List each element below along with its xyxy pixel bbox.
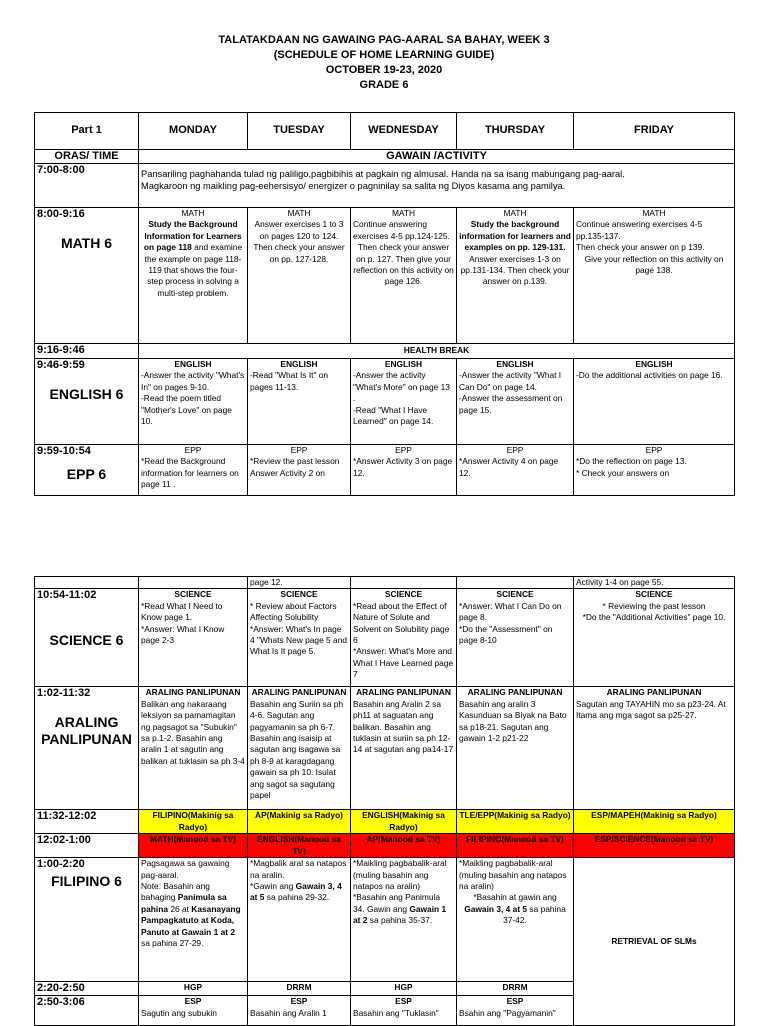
ap-thursday (457, 687, 574, 810)
science-monday (139, 589, 248, 687)
time-cell: 9:16-9:46 (35, 344, 139, 359)
time-cell: 1:02-11:32 (37, 687, 91, 700)
row-7am (35, 164, 735, 208)
instruction: *Read the Background information for learners on page 11 . (141, 456, 239, 490)
row-science (35, 589, 735, 687)
ap-wednesday (351, 687, 457, 810)
science-time-cell (35, 589, 139, 687)
instruction: Answer Activity 2 on (250, 467, 325, 478)
instruction: and examine the example on page 118-119 that shows the four-step process in solving a multi-step problem. (144, 242, 243, 298)
empty-cell (457, 577, 574, 589)
row-araling-panlipunan (35, 687, 735, 810)
science-tuesday (248, 589, 351, 687)
bold-instruction: Gawain 3, 4 at 5 (250, 881, 342, 903)
science-wednesday (351, 589, 457, 687)
subject-heading: ARALING PANLIPUNAN (145, 687, 241, 698)
time-cell: 2:50-3:06 (35, 996, 139, 1026)
time-cell: 9:59-10:54 (37, 445, 91, 457)
instruction: -Read "What Is It" on pages 11-13. (250, 370, 329, 392)
subject-label: SCIENCE 6 (49, 632, 124, 649)
tv-monday: MATH(Manood sa TV) (139, 834, 248, 858)
subject-heading: ENGLISH (174, 359, 212, 369)
header-subtitle: (SCHEDULE OF HOME LEARNING GUIDE) (273, 49, 495, 61)
esp-tuesday (248, 996, 351, 1026)
science-thursday (457, 589, 574, 687)
tv-friday: ESP/SCIENCE(Manood sa TV) (574, 834, 735, 858)
instruction: *Gawin ang (250, 881, 294, 892)
time-cell: 10:54-11:02 (37, 589, 97, 602)
ap-friday (574, 687, 735, 810)
instruction: Bsahin ang "Pagyamanin" (459, 1007, 556, 1018)
subject-heading: EPP (290, 445, 308, 455)
ap-tuesday (248, 687, 351, 810)
time-cell: 7:00-8:00 (35, 164, 139, 208)
row-radyo (35, 810, 735, 834)
instruction: Basahin ang Aralin 1 (250, 1007, 327, 1018)
time-activity-row (35, 150, 735, 164)
epp-friday-cont: Activity 1-4 on page 55. (574, 577, 735, 589)
tv-wednesday: AP(Manood sa TV) (351, 834, 457, 858)
subject-label-2: PANLIPUNAN (41, 731, 132, 748)
empty-cell (351, 577, 457, 589)
instruction: *Answer: What I Can Do on page 8. (459, 600, 562, 623)
drrm-thursday: DRRM (457, 982, 574, 996)
subject-label: FILIPINO 6 (51, 873, 122, 890)
bold-instruction: Study the Background Information for Learners on page 118 (143, 219, 242, 253)
bold-instruction: Gawain 1 at 2 (353, 903, 447, 926)
row-english (35, 359, 735, 445)
english-wednesday (351, 359, 457, 445)
subject-heading: MATH (503, 208, 527, 218)
hgp-wednesday: HGP (351, 982, 457, 996)
english-monday (139, 359, 248, 445)
instruction: Basahin ang "Tuklasin" (353, 1007, 439, 1018)
subject-heading: ARALING PANLIPUNAN (251, 687, 347, 698)
instruction: Then check your answer on p 139. (576, 242, 705, 253)
instruction: Basahin ang Aralin 2 sa ph11 at saguatan ang balikan. Basahin ang tuklasin at suriin sa ph 12-14 at sagutan ang pa14-17 (353, 698, 454, 755)
ap-monday (139, 687, 248, 810)
instruction: sa pahina 37-42. (503, 903, 566, 926)
instruction: -Answer the activity "What I Can Do" on page 14. (459, 370, 562, 392)
bold-instruction: Panimula sa pahina (141, 892, 227, 914)
instruction: Pagsagawa sa gawaing pag-aaral. (141, 858, 230, 880)
subject-heading: EPP (184, 445, 202, 455)
morning-routine-cell (139, 164, 735, 208)
subject-heading: MATH (391, 208, 416, 218)
instruction: -Do the additional activities on page 16. (576, 370, 723, 381)
time-cell: 9:46-9:59 (37, 359, 85, 371)
english-friday (574, 359, 735, 445)
empty-cell (35, 577, 139, 589)
esp-wednesday (351, 996, 457, 1026)
math-friday (574, 208, 735, 344)
epp-tuesday (248, 445, 351, 496)
subject-heading: EPP (506, 445, 524, 455)
instruction: Then check your answer on p. 127. Then give your reflection on this activity on page 126. (353, 242, 454, 287)
instruction: *Answer Activity 3 on page 12. (353, 456, 453, 478)
instruction: *Magbalik aral sa natapos na aralin. (250, 858, 347, 880)
instruction: Continue answering exercises 4-5 pp.135-137. (576, 219, 703, 241)
radyo-friday: ESP/MAPEH(Makinig sa Radyo) (574, 810, 735, 834)
continuation-row (35, 577, 735, 589)
instruction: -Read "What I Have Learned" on page 14. (353, 404, 434, 427)
subject-heading: MATH (181, 208, 205, 218)
filipino-time-cell (35, 858, 139, 982)
instruction: *Answer: What's More and What I Have Learned page 7 (353, 646, 454, 680)
math-thursday (457, 208, 574, 344)
radyo-thursday: TLE/EPP(Makinig sa Radyo) (457, 810, 574, 834)
english-tuesday (248, 359, 351, 445)
subject-label: ENGLISH 6 (49, 386, 124, 402)
subject-heading: ENGLISH (280, 359, 318, 369)
subject-label: ARALING (54, 714, 119, 731)
math-time-cell (35, 208, 139, 344)
instruction: -Answer the assessment on page 15. (459, 393, 563, 415)
instruction: 26 at (170, 903, 189, 914)
subject-heading: ARALING PANLIPUNAN (356, 687, 451, 698)
time-cell: 8:00-9:16 (37, 208, 85, 220)
time-label: ORAS/ TIME (35, 150, 139, 164)
instruction: *Answer Activity 4 on page 12. (459, 456, 559, 478)
instruction: * Reviewing the past lesson (602, 600, 706, 611)
instruction: Basahin ang Suriin sa ph 4-6. Sagutan ang pagyamanin sa ph 6-7. Basahin ang isaisip at sagutan ang isagawa sa ph 8-9 at karagdagang gawain sa ph 10. Isulat ang sagot sa sagutang papel (250, 698, 344, 801)
subject-heading: ENGLISH (496, 359, 534, 369)
row-filipino (35, 858, 735, 982)
instruction: Answer exercises 1 to 3 on pages 120 to 124. Then check your answer on pp. 127-128. (253, 219, 345, 264)
radyo-wednesday: ENGLISH(Makinig sa Radyo) (351, 810, 457, 834)
instruction: *Read What I Need to Know page 1. (141, 600, 223, 623)
instruction: *Answer: What's In page 4 "Whats New page 5 and What Is It page 5. (250, 623, 348, 657)
subject-heading: MATH (642, 208, 666, 218)
instruction: *Basahin at gawin ang (473, 892, 557, 903)
math-tuesday (248, 208, 351, 344)
day-header-row (35, 113, 735, 150)
hgp-monday: HGP (139, 982, 248, 996)
row-epp (35, 445, 735, 496)
time-cell: 12:02-1:00 (35, 834, 139, 858)
document-header (0, 33, 768, 93)
epp-time-cell (35, 445, 139, 496)
subject-heading: ENGLISH (384, 359, 423, 369)
epp-wednesday (351, 445, 457, 496)
instruction: sa pahina 35-37. (369, 915, 433, 926)
subject-label: MATH 6 (60, 235, 113, 251)
row-health-break (35, 344, 735, 359)
retrieval-of-slms: RETRIEVAL OF SLMs (574, 858, 735, 1026)
header-title: TALATAKDAAN NG GAWAING PAG-AARAL SA BAHAY, WEEK 3 (218, 34, 550, 46)
subject-heading: ESP (184, 996, 202, 1007)
instruction: *Basahin ang Panimula 34. Gawin ang (353, 892, 441, 914)
filipino-monday (139, 858, 248, 982)
subject-heading: ESP (290, 996, 308, 1007)
english-thursday (457, 359, 574, 445)
day-wednesday: WEDNESDAY (351, 113, 457, 150)
math-monday (139, 208, 248, 344)
day-tuesday: TUESDAY (248, 113, 351, 150)
epp-monday (139, 445, 248, 496)
epp-friday (574, 445, 735, 496)
empty-cell (139, 577, 248, 589)
instruction: sa pahina 27-29. (141, 938, 204, 949)
subject-heading: ENGLISH (635, 359, 673, 369)
subject-heading: MATH (287, 208, 311, 218)
instruction: Continue answering exercises 4-5 pp.124-125. (353, 219, 450, 241)
subject-label: EPP 6 (66, 466, 107, 482)
day-thursday: THURSDAY (457, 113, 574, 150)
instruction: Balikan ang nakaraang leksiyon sa pamamagitan ng pagsagot sa "Subukin" sa p.1-2. Basahin ang aralin 1 at sagutin ang balikan at tuklasin sa ph 3-4 (141, 698, 245, 766)
instruction: Basahin ang aralin 3 Kasunduan sa Biyak na Bato sa p18-21. Sagutan ang gawain 1-2 p21-22 (459, 698, 567, 744)
instruction: *Do the reflection on page 13. (576, 456, 687, 467)
day-friday: FRIDAY (574, 113, 735, 150)
tv-thursday: FILIPINO(Manood sa TV) (457, 834, 574, 858)
instruction: *Read about the Effect of Nature of Solute and Solvent on Solubility page 6 (353, 600, 450, 646)
subject-heading: SCIENCE (384, 589, 423, 600)
instruction: sa pahina 29-32. (266, 892, 330, 903)
instruction: *Maikling pagbabalik-aral (muling basahin ang natapos na aralin) (353, 858, 447, 892)
instruction: Sagutan ang TAYAHIN mo sa p23-24. At Itama ang mga sagot sa p25-27. (576, 698, 726, 721)
instruction: * Review about Factors Affecting Solubility (250, 600, 337, 623)
instruction: Answer exercises 1-3 on pp.131-134. Then check your answer on p.139. (460, 253, 570, 287)
morning-exercise-text: Magkaroon ng maikling pag-eehersisyo/ energizer o pagninilay sa salita ng Diyos kasama ang pamilya. (141, 181, 566, 191)
health-break-label: HEALTH BREAK (139, 344, 735, 359)
drrm-tuesday: DRRM (248, 982, 351, 996)
activity-label: GAWAIN /ACTIVITY (139, 150, 735, 164)
row-tv (35, 834, 735, 858)
epp-thursday (457, 445, 574, 496)
subject-heading: SCIENCE (280, 589, 318, 600)
instruction: * Check your answers on (576, 467, 670, 478)
subject-heading: SCIENCE (174, 589, 212, 600)
filipino-tuesday (248, 858, 351, 982)
instruction: -Read the poem titled "Mother's Love" on page 10. (141, 393, 232, 427)
esp-thursday (457, 996, 574, 1026)
schedule-table-page2 (34, 576, 735, 1026)
header-date: OCTOBER 19-23, 2020 (325, 64, 443, 76)
time-cell: 11:32-12:02 (35, 810, 139, 834)
bold-instruction: Study the background information for learners and examples on pp. 129-131. (459, 219, 571, 253)
ap-time-cell (35, 687, 139, 810)
instruction: *Review the past lesson (250, 456, 340, 467)
time-cell: 1:00-2:20 (37, 858, 85, 871)
subject-heading: SCIENCE (496, 589, 534, 600)
header-grade: GRADE 6 (359, 79, 409, 91)
english-time-cell (35, 359, 139, 445)
subject-heading: SCIENCE (635, 589, 673, 600)
epp-tuesday-cont: page 12. (248, 577, 351, 589)
instruction: -Answer the activity "What's More" on page 13 . (353, 370, 450, 404)
schedule-table-page1 (34, 112, 735, 496)
day-monday: MONDAY (139, 113, 248, 150)
instruction: *Answer: What I Know page 2-3 (141, 623, 225, 646)
subject-heading: ESP (395, 996, 412, 1007)
part-label: Part 1 (35, 113, 139, 150)
instruction: -Answer the activity "What's In" on pages 9-10. (141, 370, 245, 392)
bold-instruction: Gawain 3, 4 at 5 (464, 903, 528, 914)
esp-monday (139, 996, 248, 1026)
tv-tuesday: ENGLISH(Manood sa TV) (248, 834, 351, 858)
radyo-tuesday: AP(Makinig sa Radyo) (248, 810, 351, 834)
science-friday (574, 589, 735, 687)
morning-routine-text: Pansariling paghahanda tulad ng paliligo,pagbibihis at pagkain ng almusal. Handa na sa isang mabungang pag-aaral. (141, 169, 625, 179)
time-cell: 2:20-2:50 (35, 982, 139, 996)
subject-heading: EPP (395, 445, 412, 455)
instruction: *Do the "Additional Activities" page 10. (582, 612, 726, 623)
filipino-thursday (457, 858, 574, 982)
instruction: Sagutin ang subukin (141, 1007, 217, 1018)
math-wednesday (351, 208, 457, 344)
instruction: *Maikling pagbabalik-aral (muling basahin ang natapos na aralin) (459, 858, 567, 892)
subject-heading: EPP (645, 445, 663, 455)
subject-heading: ARALING PANLIPUNAN (606, 687, 702, 698)
instruction: Give your reflection on this activity on page 138. (584, 253, 724, 276)
instruction: Note: Basahin ang bahaging (141, 881, 210, 903)
bold-instruction: Kasanayang Pampagkatuto at Koda, Panuto at Gawain 1 at 2 (141, 903, 241, 937)
subject-heading: ARALING PANLIPUNAN (467, 687, 563, 698)
subject-heading: ESP (506, 996, 524, 1007)
instruction: *Do the "Assessment" on page 8-10 (459, 623, 553, 646)
row-math (35, 208, 735, 344)
filipino-wednesday (351, 858, 457, 982)
radyo-monday: FILIPINO(Makinig sa Radyo) (139, 810, 248, 834)
